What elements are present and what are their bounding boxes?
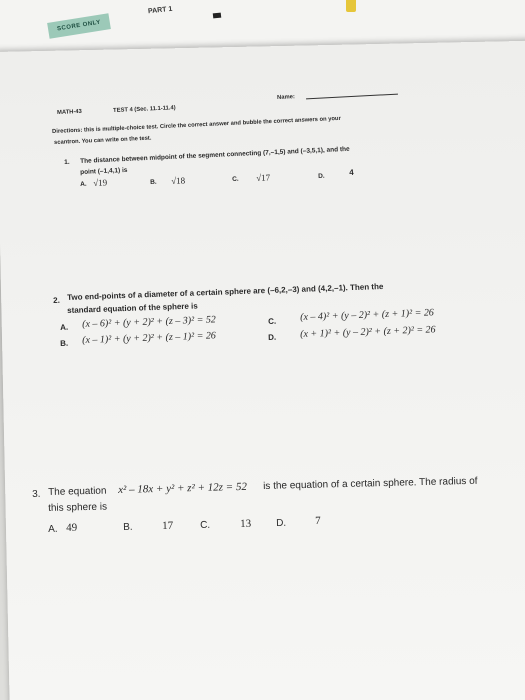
q1-option-a-value: √19 — [93, 177, 108, 188]
q3-option-a-letter: A. — [48, 523, 58, 535]
q2-text-line2: standard equation of the sphere is — [67, 301, 198, 315]
test-title: TEST 4 (Sec. 11.1-11.4) — [113, 105, 176, 114]
q1-option-a-letter: A. — [80, 180, 87, 188]
q3-option-d-value: 7 — [315, 514, 321, 527]
scantron-label: SCORE ONLY — [47, 13, 111, 39]
name-line — [306, 94, 398, 100]
q2-option-c-letter: C. — [268, 316, 277, 326]
course-code: MATH-43 — [57, 108, 82, 116]
q3-text-intro: The equation — [48, 485, 107, 498]
q3-option-b-letter: B. — [123, 521, 133, 533]
q1-option-b-value: √18 — [171, 175, 186, 186]
q2-text-line1: Two end-points of a diameter of a certain sphere are (–6,2,–3) and (4,2,–1). Then the — [67, 281, 384, 302]
name-label: Name: — [277, 94, 295, 101]
q2-option-b-letter: B. — [60, 338, 69, 348]
q3-option-b-value: 17 — [162, 519, 174, 532]
q2-option-a-value: (x – 6)² + (y + 2)² + (z – 3)² = 52 — [82, 314, 217, 330]
q1-option-c-value: √17 — [256, 172, 271, 183]
q2-option-d-value: (x + 1)² + (y – 2)² + (z + 2)² = 26 — [300, 324, 436, 340]
q3-option-a-value: 49 — [66, 521, 78, 534]
q1-number: 1. — [64, 158, 70, 166]
q1-text-line1: The distance between midpoint of the segment connecting (7,–1,5) and (–3,5,1), and the — [80, 145, 350, 165]
directions-line2: scantron. You can write on the test. — [54, 135, 152, 146]
q2-option-a-letter: A. — [60, 322, 69, 332]
q3-option-c-value: 13 — [240, 517, 252, 530]
q2-option-d-letter: D. — [268, 332, 277, 342]
q1-option-b-letter: B. — [150, 178, 157, 186]
q3-number: 3. — [32, 488, 41, 500]
q3-text-line2: this sphere is — [48, 501, 108, 514]
q3-equation: x² – 18x + y² + z² + 12z = 52 — [118, 480, 248, 496]
q2-option-b-value: (x – 1)² + (y + 2)² + (z – 1)² = 26 — [82, 330, 217, 346]
q3-option-d-letter: D. — [276, 517, 287, 529]
q3-option-c-letter: C. — [200, 519, 211, 531]
q2-number: 2. — [53, 295, 60, 305]
q2-option-c-value: (x – 4)² + (y – 2)² + (z + 1)² = 26 — [300, 307, 435, 323]
q1-option-d-value: 4 — [349, 167, 354, 177]
part-label: PART 1 — [147, 5, 173, 16]
q3-text-rest: is the equation of a certain sphere. The radius of — [263, 475, 478, 492]
q1-option-c-letter: C. — [232, 175, 239, 183]
q1-option-d-letter: D. — [318, 172, 325, 180]
directions-line1: Directions: this is multiple-choice test. Circle the correct answer and bubble the correct answers on your — [52, 115, 341, 135]
q1-text-line2: point (–1,4,1) is — [80, 166, 128, 176]
